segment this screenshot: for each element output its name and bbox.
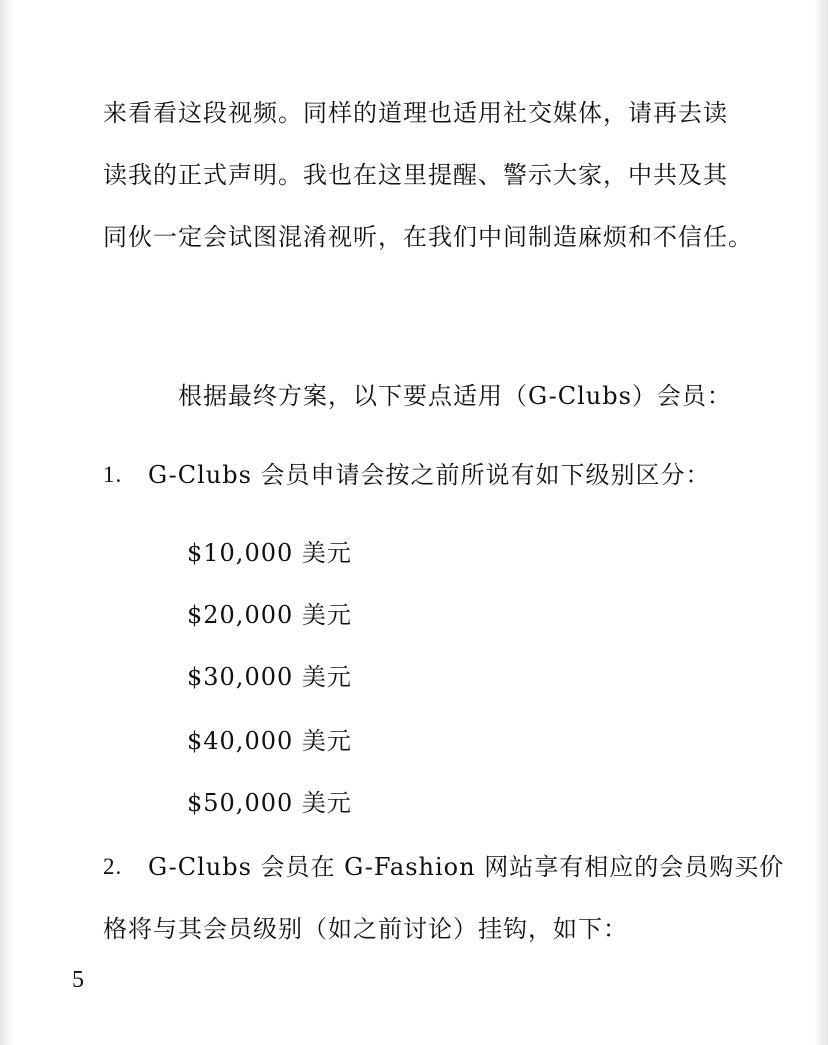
membership-tier-5: $50,000 美元 (187, 789, 352, 817)
list-item-2-text-line-1: G-Clubs 会员在 G-Fashion 网站享有相应的会员购买价 (148, 853, 785, 881)
paragraph-line-3: 同伙一定会试图混淆视听，在我们中间制造麻烦和不信任。 (103, 223, 753, 251)
list-item-2-text-line-2: 格将与其会员级别（如之前讨论）挂钩，如下： (103, 915, 628, 943)
list-item-1-text: G-Clubs 会员申请会按之前所说有如下级别区分： (148, 461, 711, 489)
list-item-2-number: 2. (103, 854, 123, 879)
paragraph-line-2: 读我的正式声明。我也在这里提醒、警示大家，中共及其 (103, 161, 728, 189)
page-right-edge (814, 0, 828, 1045)
list-item-1-number: 1. (103, 462, 123, 487)
membership-tier-2: $20,000 美元 (187, 601, 352, 629)
membership-tier-4: $40,000 美元 (187, 727, 352, 755)
page-left-edge (0, 0, 14, 1045)
paragraph-line-1: 来看看这段视频。同样的道理也适用社交媒体，请再去读 (103, 99, 728, 127)
membership-tier-3: $30,000 美元 (187, 663, 352, 691)
membership-tier-1: $10,000 美元 (187, 539, 352, 567)
section-heading: 根据最终方案，以下要点适用（G-Clubs）会员： (178, 382, 732, 410)
page-number: 5 (72, 967, 84, 993)
